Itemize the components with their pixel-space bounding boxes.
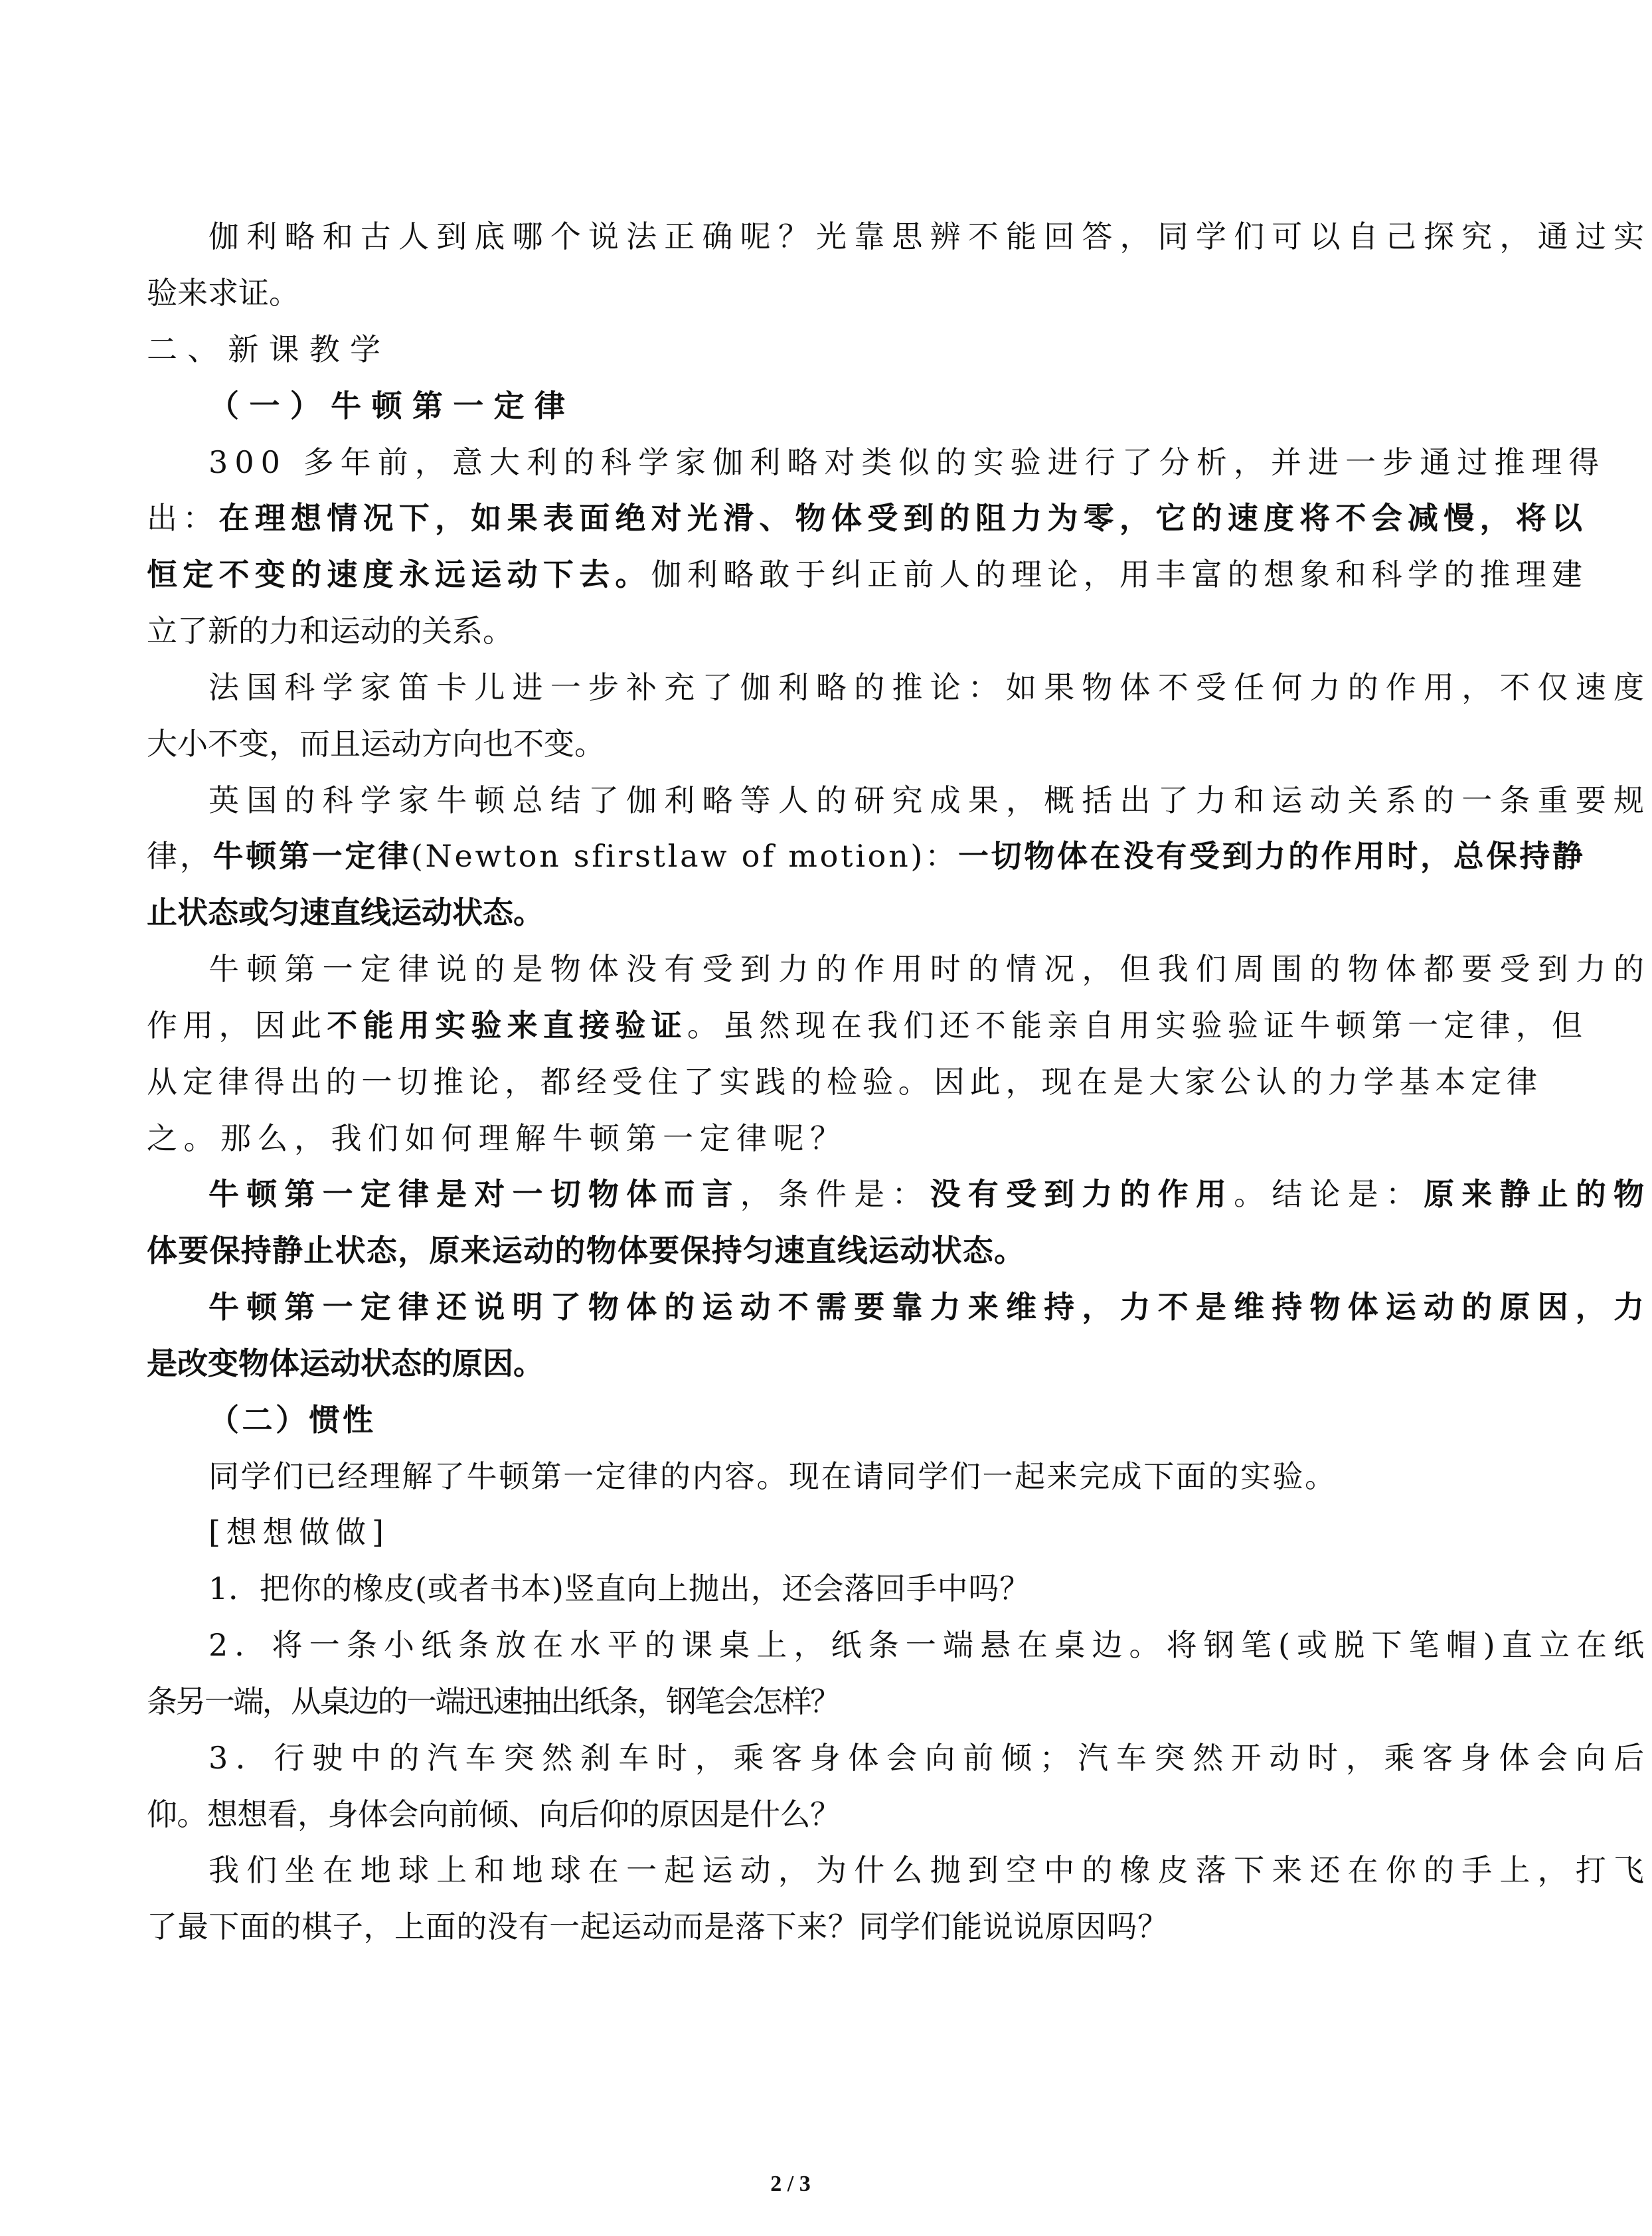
text-line: [147, 1118, 847, 1158]
bold-text-segment: 是改变物体运动状态的原因。: [147, 1345, 544, 1381]
text-line: [147, 724, 605, 764]
bold-text-segment: 没有受到力的作用: [930, 1176, 1234, 1212]
text-segment: 了最下面的棋子，上面的没有一起运动而是落下来？同学们能说说原因吗？: [147, 1909, 1169, 1944]
page-number: 2 / 3: [770, 2172, 811, 2196]
text-line: [208, 667, 1651, 707]
text-segment: 二、新课教学: [147, 331, 391, 367]
text-segment: 立了新的力和运动的关系。: [147, 613, 513, 649]
text-segment: 验来求证。: [147, 275, 299, 311]
text-line: [147, 893, 544, 932]
text-line: [147, 1005, 1588, 1045]
bold-text-segment: （一）牛顿第一定律: [208, 388, 576, 424]
text-line: [208, 949, 1651, 989]
text-segment: (Newton sfirstlaw of motion)：: [410, 838, 958, 874]
text-segment: 从定律得出的一切推论，都经受住了实践的检验。因此，现在是大家公认的力学基本定律: [147, 1064, 1542, 1100]
text-segment: 我们坐在地球上和地球在一起运动，为什么抛到空中的橡皮落下来还在你的手上，打飞: [208, 1852, 1652, 1888]
bold-text-segment: 牛顿第一定律还说明了物体的运动不需要靠力来维持，力不是维持物体运动的原因，力: [208, 1289, 1652, 1325]
text-segment: 法国科学家笛卡儿进一步补充了伽利略的推论：如果物体不受任何力的作用，不仅速度: [208, 669, 1652, 705]
text-segment: 律，: [147, 838, 213, 874]
text-line: [208, 216, 1651, 256]
bold-text-segment: 牛顿第一定律是对一切物体而言: [208, 1176, 740, 1212]
text-line: [208, 1174, 1651, 1214]
text-line: [208, 1400, 376, 1440]
bold-text-segment: 不能用实验来直接验证: [327, 1007, 687, 1043]
text-line: [208, 1625, 1651, 1665]
text-segment: 出：: [147, 500, 219, 536]
text-segment: 2．将一条小纸条放在水平的课桌上，纸条一端悬在桌边。将钢笔(或脱下笔帽)直立在纸: [208, 1627, 1651, 1663]
text-segment: 1．把你的橡皮(或者书本)竖直向上抛出，还会落回手中吗？: [208, 1571, 1031, 1606]
text-line: [147, 1343, 544, 1383]
text-segment: 。结论是：: [1234, 1176, 1424, 1212]
text-line: [147, 836, 1586, 876]
text-segment: 300 多年前，意大利的科学家伽利略对类似的实验进行了分析，并进一步通过推理得: [208, 444, 1606, 480]
text-segment: 。虽然现在我们还不能亲自用实验验证牛顿第一定律，但: [687, 1007, 1588, 1043]
text-line: [208, 1512, 390, 1552]
text-line: [208, 1456, 1337, 1496]
text-segment: 英国的科学家牛顿总结了伽利略等人的研究成果，概括出了力和运动关系的一条重要规: [208, 782, 1652, 818]
text-line: [147, 611, 513, 651]
text-line: [208, 386, 575, 426]
text-segment: 之。那么，我们如何理解牛顿第一定律呢？: [147, 1120, 847, 1156]
text-segment: 作用，因此: [147, 1007, 327, 1043]
bold-text-segment: （二）惯性: [208, 1402, 376, 1438]
text-line: [147, 498, 1588, 538]
text-segment: [想想做做]: [208, 1514, 390, 1550]
bold-text-segment: 一切物体在没有受到力的作用时，总保持静: [957, 838, 1586, 874]
text-segment: 伽利略敢于纠正前人的理论，用丰富的想象和科学的推理建: [651, 557, 1588, 592]
text-line: [147, 555, 1588, 594]
text-line: [147, 329, 390, 369]
text-line: [208, 1569, 1031, 1608]
bold-text-segment: 体要保持静止状态，原来运动的物体要保持匀速直线运动状态。: [147, 1233, 1026, 1268]
text-line: [147, 1062, 1542, 1102]
text-line: [147, 1907, 1169, 1946]
text-segment: 条另一端，从桌边的一端迅速抽出纸条，钢笔会怎样？: [147, 1683, 839, 1719]
bold-text-segment: 在理想情况下，如果表面绝对光滑、物体受到的阻力为零，它的速度将不会减慢，将以: [218, 500, 1588, 536]
bold-text-segment: 止状态或匀速直线运动状态。: [147, 895, 544, 930]
text-line: [147, 1681, 839, 1721]
text-line: [147, 273, 299, 313]
bold-text-segment: 原来静止的物: [1424, 1176, 1652, 1212]
text-line: [208, 1738, 1652, 1778]
text-segment: 大小不变，而且运动方向也不变。: [147, 726, 605, 762]
text-segment: 牛顿第一定律说的是物体没有受到力的作用时的情况，但我们周围的物体都要受到力的: [208, 951, 1652, 987]
text-line: [147, 1231, 1025, 1270]
text-segment: 仰。想想看，身体会向前倾、向后仰的原因是什么？: [147, 1796, 841, 1832]
text-segment: 伽利略和古人到底哪个说法正确呢？光靠思辨不能回答，同学们可以自己探究，通过实: [208, 218, 1652, 254]
text-line: [147, 1794, 840, 1834]
text-line: [208, 1287, 1651, 1327]
text-line: [208, 1850, 1651, 1890]
text-segment: 3．行驶中的汽车突然刹车时，乘客身体会向前倾；汽车突然开动时，乘客身体会向后: [208, 1740, 1652, 1776]
text-segment: ，条件是：: [740, 1176, 930, 1212]
bold-text-segment: 恒定不变的速度永远运动下去。: [147, 557, 651, 592]
text-line: [208, 780, 1651, 820]
text-line: [208, 442, 1606, 482]
text-segment: 同学们已经理解了牛顿第一定律的内容。现在请同学们一起来完成下面的实验。: [208, 1458, 1337, 1494]
bold-text-segment: 牛顿第一定律: [212, 838, 411, 874]
